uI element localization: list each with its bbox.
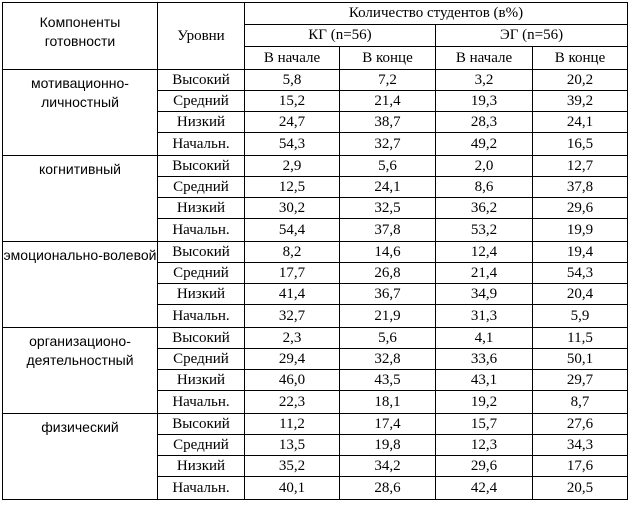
kg-start-cell: 2,3	[245, 328, 340, 349]
kg-end-cell: 21,9	[340, 305, 436, 328]
eg-end-cell: 16,5	[533, 133, 628, 156]
kg-start-cell: 12,5	[245, 177, 340, 198]
eg-end-cell: 17,6	[533, 456, 628, 477]
kg-end-header: В конце	[340, 47, 436, 70]
kg-end-cell: 32,8	[340, 349, 436, 370]
level-cell: Средний	[158, 263, 245, 284]
kg-end-cell: 26,8	[340, 263, 436, 284]
component-name: когнитивный	[3, 156, 158, 242]
components-header: Компоненты готовности	[3, 3, 158, 70]
kg-start-cell: 13,5	[245, 435, 340, 456]
eg-end-cell: 19,9	[533, 219, 628, 242]
component-name: организационо-деятельностный	[3, 328, 158, 414]
table-body	[3, 70, 628, 500]
eg-start-cell: 2,0	[436, 156, 533, 177]
eg-start-cell: 34,9	[436, 284, 533, 305]
kg-end-cell: 7,2	[340, 70, 436, 91]
eg-end-cell: 54,3	[533, 263, 628, 284]
kg-start-cell: 15,2	[245, 91, 340, 112]
component-name: эмоционально-волевой	[3, 242, 158, 328]
level-cell: Низкий	[158, 284, 245, 305]
table-row	[3, 414, 628, 435]
kg-end-cell: 32,5	[340, 198, 436, 219]
kg-start-cell: 24,7	[245, 112, 340, 133]
eg-end-cell: 20,2	[533, 70, 628, 91]
kg-start-cell: 32,7	[245, 305, 340, 328]
eg-start-cell: 33,6	[436, 349, 533, 370]
eg-end-cell: 20,4	[533, 284, 628, 305]
level-cell: Начальн.	[158, 391, 245, 414]
eg-start-cell: 31,3	[436, 305, 533, 328]
level-cell: Средний	[158, 177, 245, 198]
kg-start-cell: 40,1	[245, 477, 340, 500]
level-cell: Средний	[158, 91, 245, 112]
component-name: физический	[3, 414, 158, 500]
kg-start-cell: 2,9	[245, 156, 340, 177]
eg-end-cell: 19,4	[533, 242, 628, 263]
level-cell: Высокий	[158, 242, 245, 263]
kg-start-cell: 29,4	[245, 349, 340, 370]
kg-start-cell: 41,4	[245, 284, 340, 305]
kg-start-cell: 54,3	[245, 133, 340, 156]
kg-end-cell: 37,8	[340, 219, 436, 242]
kg-end-cell: 14,6	[340, 242, 436, 263]
eg-start-cell: 21,4	[436, 263, 533, 284]
eg-end-cell: 11,5	[533, 328, 628, 349]
kg-end-cell: 21,4	[340, 91, 436, 112]
count-header: Количество студентов (в%)	[245, 3, 628, 25]
level-cell: Высокий	[158, 414, 245, 435]
kg-header: КГ (n=56)	[245, 25, 436, 47]
eg-end-cell: 29,6	[533, 198, 628, 219]
kg-start-cell: 17,7	[245, 263, 340, 284]
kg-start-header: В начале	[245, 47, 340, 70]
kg-start-cell: 8,2	[245, 242, 340, 263]
eg-end-cell: 37,8	[533, 177, 628, 198]
component-name: мотивационно-личностный	[3, 70, 158, 156]
kg-start-cell: 30,2	[245, 198, 340, 219]
table-row	[3, 328, 628, 349]
eg-end-cell: 5,9	[533, 305, 628, 328]
kg-end-cell: 17,4	[340, 414, 436, 435]
level-cell: Низкий	[158, 112, 245, 133]
eg-start-header: В начале	[436, 47, 533, 70]
kg-end-cell: 19,8	[340, 435, 436, 456]
eg-end-cell: 27,6	[533, 414, 628, 435]
eg-end-cell: 20,5	[533, 477, 628, 500]
eg-start-cell: 12,4	[436, 242, 533, 263]
kg-end-cell: 43,5	[340, 370, 436, 391]
eg-start-cell: 36,2	[436, 198, 533, 219]
eg-end-cell: 12,7	[533, 156, 628, 177]
kg-end-cell: 18,1	[340, 391, 436, 414]
eg-start-cell: 19,2	[436, 391, 533, 414]
kg-end-cell: 34,2	[340, 456, 436, 477]
kg-end-cell: 36,7	[340, 284, 436, 305]
kg-start-cell: 54,4	[245, 219, 340, 242]
level-cell: Начальн.	[158, 305, 245, 328]
eg-end-cell: 8,7	[533, 391, 628, 414]
kg-end-cell: 24,1	[340, 177, 436, 198]
level-cell: Высокий	[158, 70, 245, 91]
level-cell: Средний	[158, 435, 245, 456]
kg-end-cell: 28,6	[340, 477, 436, 500]
level-cell: Начальн.	[158, 133, 245, 156]
level-cell: Низкий	[158, 456, 245, 477]
eg-start-cell: 49,2	[436, 133, 533, 156]
kg-end-cell: 32,7	[340, 133, 436, 156]
eg-end-header: В конце	[533, 47, 628, 70]
kg-start-cell: 35,2	[245, 456, 340, 477]
level-cell: Высокий	[158, 328, 245, 349]
level-cell: Низкий	[158, 198, 245, 219]
eg-start-cell: 53,2	[436, 219, 533, 242]
eg-start-cell: 19,3	[436, 91, 533, 112]
level-cell: Высокий	[158, 156, 245, 177]
eg-start-cell: 4,1	[436, 328, 533, 349]
eg-end-cell: 50,1	[533, 349, 628, 370]
kg-end-cell: 38,7	[340, 112, 436, 133]
kg-start-cell: 22,3	[245, 391, 340, 414]
level-cell: Низкий	[158, 370, 245, 391]
eg-end-cell: 24,1	[533, 112, 628, 133]
eg-start-cell: 28,3	[436, 112, 533, 133]
level-cell: Средний	[158, 349, 245, 370]
kg-end-cell: 5,6	[340, 328, 436, 349]
eg-end-cell: 29,7	[533, 370, 628, 391]
eg-start-cell: 29,6	[436, 456, 533, 477]
eg-end-cell: 39,2	[533, 91, 628, 112]
table-row	[3, 242, 628, 263]
eg-start-cell: 12,3	[436, 435, 533, 456]
eg-start-cell: 8,6	[436, 177, 533, 198]
eg-start-cell: 43,1	[436, 370, 533, 391]
eg-start-cell: 42,4	[436, 477, 533, 500]
kg-start-cell: 11,2	[245, 414, 340, 435]
levels-header: Уровни	[158, 3, 245, 70]
kg-start-cell: 5,8	[245, 70, 340, 91]
table-row	[3, 156, 628, 177]
level-cell: Начальн.	[158, 219, 245, 242]
level-cell: Начальн.	[158, 477, 245, 500]
eg-start-cell: 15,7	[436, 414, 533, 435]
kg-start-cell: 46,0	[245, 370, 340, 391]
eg-header: ЭГ (n=56)	[436, 25, 628, 47]
eg-end-cell: 34,3	[533, 435, 628, 456]
kg-end-cell: 5,6	[340, 156, 436, 177]
eg-start-cell: 3,2	[436, 70, 533, 91]
readiness-table	[2, 2, 628, 500]
table-row	[3, 70, 628, 91]
